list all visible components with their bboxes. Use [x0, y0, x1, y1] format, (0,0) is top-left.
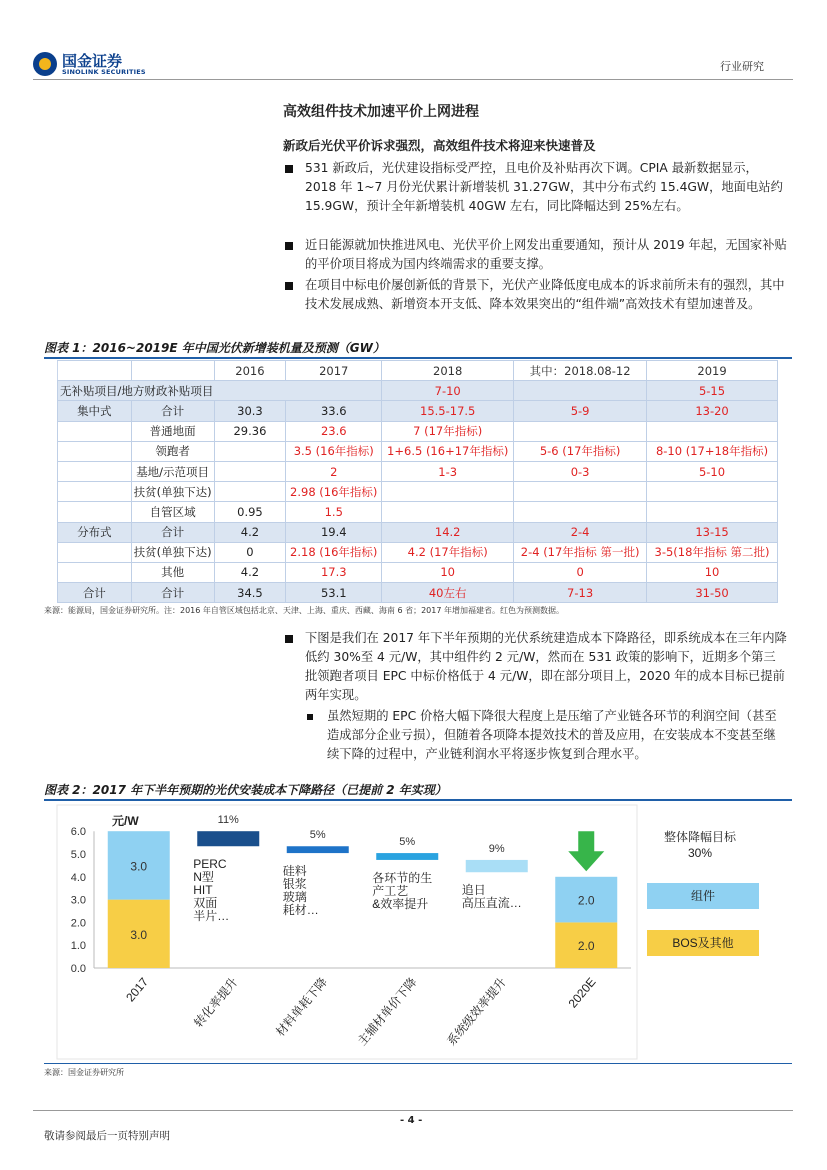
table-cell [58, 421, 132, 441]
step-note: 银浆 [282, 877, 307, 892]
table-row [58, 461, 778, 481]
table-cell: 0-3 [514, 461, 647, 481]
table-cell: 4.2 [214, 562, 286, 582]
legend-label: 组件 [690, 889, 716, 903]
figure2-bottom-rule [44, 1063, 792, 1064]
table-cell: 其他 [131, 562, 214, 582]
table-cell: 合计 [131, 401, 214, 421]
table-cell [58, 502, 132, 522]
table-cell: 14.2 [382, 522, 514, 542]
figure2-rule [44, 799, 792, 801]
table-cell: 13-15 [647, 522, 778, 542]
install-table [57, 360, 778, 603]
bullet-square-icon [307, 714, 313, 720]
table-cell: 领跑者 [131, 441, 214, 461]
step-note: 产工艺 [372, 883, 409, 898]
annotation-value: 30% [687, 846, 713, 860]
table-row [58, 562, 778, 582]
section-subtitle: 新政后光伏平价诉求强烈，高效组件技术将迎来快速普及 [283, 138, 596, 153]
y-tick-label: 5.0 [70, 849, 86, 861]
bullet-square-icon [285, 282, 293, 290]
logo-en: SINOLINK SECURITIES [62, 68, 146, 76]
step-pct-label: 5% [309, 829, 326, 842]
table-header-cell: 2018 [382, 361, 514, 381]
table-cell [514, 502, 647, 522]
table-cell: 普通地面 [131, 421, 214, 441]
table-cell: 30.3 [214, 401, 286, 421]
table-row [58, 522, 778, 542]
step-bar [197, 831, 259, 846]
table-cell: 基地/示范项目 [131, 461, 214, 481]
table-cell: 10 [647, 562, 778, 582]
table-header-cell [58, 361, 132, 381]
table-header-cell: 2019 [647, 361, 778, 381]
table-cell: 7-13 [514, 583, 647, 603]
bar-label: 2.0 [577, 939, 595, 954]
y-tick-label: 4.0 [70, 871, 86, 884]
step-note: 半片… [193, 909, 230, 924]
table-cell: 0 [514, 562, 647, 582]
y-tick-label: 0.0 [70, 963, 86, 975]
table-cell: 5-9 [514, 401, 647, 421]
step-pct-label: 9% [488, 842, 505, 855]
bullet-1 [283, 159, 788, 216]
step-note: 硅料 [282, 864, 307, 879]
table-cell: 7 (17年指标) [382, 421, 514, 441]
table-cell [647, 421, 778, 441]
step-note: 耗材… [282, 903, 319, 918]
x-tick-label: 转化率提升 [191, 974, 241, 1030]
table-header-cell: 其中：2018.08-12 [514, 361, 647, 381]
step-note: 双面 [193, 896, 218, 911]
table-row [58, 401, 778, 421]
table-header-cell: 2017 [286, 361, 382, 381]
table-cell [58, 482, 132, 502]
step-bar [466, 860, 528, 872]
y-axis-label: 元/W [112, 814, 139, 829]
bar-label: 3.0 [130, 859, 148, 874]
table-cell: 3-5(18年指标 第二批) [647, 542, 778, 562]
disclaimer: 敬请参阅最后一页特别声明 [44, 1130, 170, 1142]
table-row [58, 502, 778, 522]
table-cell: 7-10 [382, 381, 514, 401]
step-note: N型 [193, 870, 214, 885]
table-cell [214, 482, 286, 502]
table-row [58, 542, 778, 562]
x-tick-label: 材料单耗下降 [273, 974, 331, 1040]
table-cell: 5-6 (17年指标) [514, 441, 647, 461]
table-cell: 40左右 [382, 583, 514, 603]
table-cell: 34.5 [214, 583, 286, 603]
table-cell: 33.6 [286, 401, 382, 421]
page-number: - 4 - [400, 1115, 423, 1126]
table-row [58, 482, 778, 502]
y-tick-label: 6.0 [70, 826, 86, 839]
table-cell [382, 482, 514, 502]
table-cell: 0 [214, 542, 286, 562]
table-cell [58, 461, 132, 481]
figure2-source: 来源：国金证券研究所 [44, 1068, 124, 1077]
table-cell: 扶贫(单独下达) [131, 542, 214, 562]
bullet-text: 531 新政后，光伏建设指标受严控，且电价及补贴再次下调。CPIA 最新数据显示，2018 年 1~7 月份光伏累计新增装机 31.27GW，其中分布式约 15.4GW，地面电站约 15.9GW，预计全年新增装机 40GW 左右，同比降幅达到 25%左右。 [305, 161, 783, 213]
step-note: 追日 [461, 883, 486, 898]
y-tick-label: 1.0 [70, 940, 86, 953]
x-tick-label: 2020E [565, 974, 599, 1011]
step-pct-label: 11% [217, 814, 239, 827]
table-cell: 13-20 [647, 401, 778, 421]
bar-label: 3.0 [130, 927, 148, 942]
cost-path-chart [44, 803, 792, 1061]
step-note: 玻璃 [282, 890, 307, 905]
x-tick-label: 系统级效率提升 [444, 974, 510, 1049]
step-note: HIT [193, 883, 213, 898]
bullet-square-icon [285, 165, 293, 173]
legend-label: BOS及其他 [672, 936, 734, 950]
figure1-title: 图表 1：2016~2019E 年中国光伏新增装机量及预测（GW） [44, 341, 385, 355]
bullet-2 [283, 236, 788, 274]
step-note: PERC [193, 857, 227, 872]
step-bar [376, 853, 438, 860]
table-cell: 1+6.5 (16+17年指标) [382, 441, 514, 461]
table-cell: 合计 [58, 583, 132, 603]
logo-cn: 国金证券 [62, 52, 123, 70]
table-cell: 15.5-17.5 [382, 401, 514, 421]
table-cell [58, 542, 132, 562]
table-cell: 10 [382, 562, 514, 582]
table-cell: 5-15 [647, 381, 778, 401]
table-cell: 集中式 [58, 401, 132, 421]
sub-bullet [305, 707, 788, 764]
table-cell [647, 502, 778, 522]
table-header-cell [131, 361, 214, 381]
table-cell: 17.3 [286, 562, 382, 582]
table-cell: 29.36 [214, 421, 286, 441]
table-cell: 5-10 [647, 461, 778, 481]
bullet-text: 下图是我们在 2017 年下半年预期的光伏系统建造成本下降路径，即系统成本在三年内降低约 30%至 4 元/W，其中组件约 2 元/W，然而在 531 政策的影响下，近期多个第三批领跑者项目 EPC 中标价格低于 4 元/W，即在部分项目上，2020 年的成本目标已提前两年实现。 [305, 631, 787, 702]
table-row [58, 421, 778, 441]
table-cell: 合计 [131, 583, 214, 603]
bar-label: 2.0 [577, 893, 595, 908]
figure1-rule [44, 357, 792, 359]
table-cell [58, 441, 132, 461]
table-header-row [58, 361, 778, 381]
table-cell: 23.6 [286, 421, 382, 441]
bullet-text: 近日能源就加快推进风电、光伏平价上网发出重要通知，预计从 2019 年起，无国家补贴的平价项目将成为国内终端需求的重要支撑。 [305, 238, 787, 271]
table-cell: 自管区域 [131, 502, 214, 522]
table-cell: 2 [286, 461, 382, 481]
report-category: 行业研究 [720, 60, 764, 73]
logo-icon [33, 52, 57, 76]
table-cell [514, 421, 647, 441]
table-cell [214, 441, 286, 461]
bullet-square-icon [285, 242, 293, 250]
step-bar [287, 846, 349, 853]
table-cell: 3.5 (16年指标) [286, 441, 382, 461]
table-cell: 1.5 [286, 502, 382, 522]
table-cell [514, 381, 647, 401]
bullet-square-icon [285, 635, 293, 643]
table-cell: 分布式 [58, 522, 132, 542]
table-cell: 2-4 (17年指标 第一批) [514, 542, 647, 562]
table-row [58, 583, 778, 603]
step-note: 各环节的生 [372, 870, 433, 885]
step-note: &效率提升 [372, 896, 429, 911]
table-header-cell: 2016 [214, 361, 286, 381]
table-cell: 0.95 [214, 502, 286, 522]
table-cell: 53.1 [286, 583, 382, 603]
table-cell: 扶贫(单独下达) [131, 482, 214, 502]
table-cell: 2.18 (16年指标) [286, 542, 382, 562]
footer-divider [33, 1110, 793, 1111]
bullet-text: 虽然短期的 EPC 价格大幅下降很大程度上是压缩了产业链各环节的利润空间（甚至造成部分企业亏损），但随着各项降本提效技术的普及应用，在安装成本不变甚至继续下降的过程中，产业链利润水平将逐步恢复到合理水平。 [327, 709, 777, 761]
annotation-title: 整体降幅目标 [663, 830, 737, 844]
table-cell: 合计 [131, 522, 214, 542]
table-cell: 2-4 [514, 522, 647, 542]
table-cell [382, 502, 514, 522]
table-cell [58, 562, 132, 582]
table-row [58, 381, 778, 401]
x-tick-label: 主辅材单价下降 [354, 974, 420, 1049]
table-cell: 8-10 (17+18年指标) [647, 441, 778, 461]
table-cell [514, 482, 647, 502]
figure2-title: 图表 2：2017 年下半年预期的光伏安装成本下降路径（已提前 2 年实现） [44, 783, 447, 797]
table-cell [214, 461, 286, 481]
bullet-4 [283, 629, 788, 705]
table-cell: 1-3 [382, 461, 514, 481]
table-cell: 31-50 [647, 583, 778, 603]
figure1-source: 来源：能源局，国金证券研究所。注：2016 年自管区域包括北京、天津、上海、重庆、西藏、海南 6 省；2017 年增加福建省。红色为预测数据。 [44, 606, 564, 615]
table-row [58, 441, 778, 461]
table-cell [647, 482, 778, 502]
table-cell: 4.2 [214, 522, 286, 542]
step-note: 高压直流… [461, 896, 522, 911]
header-divider [33, 79, 793, 80]
table-cell: 4.2 (17年指标) [382, 542, 514, 562]
bullet-3 [283, 276, 788, 314]
bullet-text: 在项目中标电价屡创新低的背景下，光伏产业降低度电成本的诉求前所未有的强烈，其中技术发展成熟、新增资本开支低、降本效果突出的“组件端”高效技术有望加速普及。 [305, 278, 785, 311]
y-tick-label: 2.0 [70, 917, 86, 930]
table-cell: 2.98 (16年指标) [286, 482, 382, 502]
table-cell: 无补贴项目/地方财政补贴项目 [58, 381, 382, 401]
y-tick-label: 3.0 [70, 894, 86, 907]
step-pct-label: 5% [399, 836, 416, 849]
section-title: 高效组件技术加速平价上网进程 [283, 104, 479, 120]
table-cell: 19.4 [286, 522, 382, 542]
x-tick-label: 2017 [123, 974, 152, 1005]
